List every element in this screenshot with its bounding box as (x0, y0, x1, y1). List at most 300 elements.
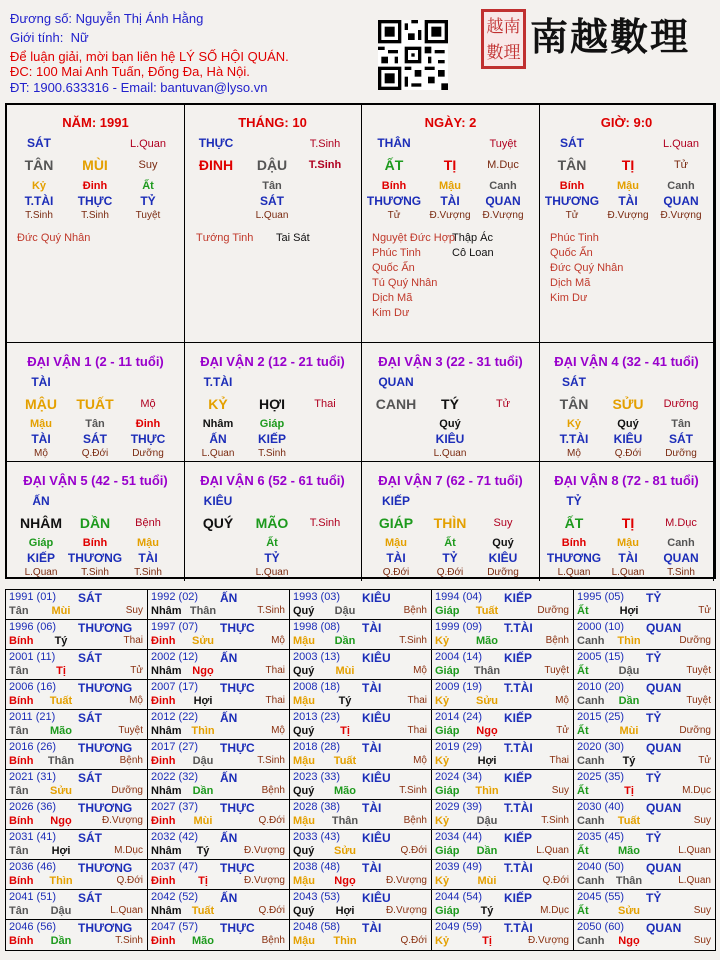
year-cell[interactable] (6, 620, 148, 650)
year-label: 1993 (03) (293, 591, 341, 603)
year-branch: Ngọ (476, 725, 498, 737)
year-phase: Q.Đới (258, 905, 285, 916)
hidden-stem: Mậu (439, 180, 461, 192)
year-cell[interactable] (290, 650, 432, 680)
year-ten-god: KIẾP (504, 651, 533, 665)
year-cell[interactable] (148, 830, 290, 860)
pillar-cell (362, 105, 540, 343)
dai-van-cell (362, 343, 540, 462)
year-cell[interactable] (6, 680, 148, 710)
hidden-stem: Quý (617, 418, 639, 430)
year-ten-god: KIẾP (504, 891, 533, 905)
year-cell[interactable] (432, 770, 574, 800)
stem-phase: Tuyệt (489, 138, 517, 150)
year-stem: Kỷ (435, 815, 450, 827)
hidden-ten-god: KIẾP (26, 551, 55, 565)
year-ten-god: TÀI (362, 741, 382, 755)
star-name: Nguyệt Đức Hợp (372, 232, 456, 244)
year-phase: M.Dục (540, 905, 569, 916)
year-stem: Giáp (435, 845, 460, 857)
earthly-branch: THÌN (433, 515, 467, 531)
dai-van-title: ĐẠI VẬN 7 (62 - 71 tuổi) (378, 473, 523, 488)
dai-van-ten-god: TÀI (31, 375, 51, 389)
year-label: 2003 (13) (293, 651, 341, 663)
year-label: 1997 (07) (151, 621, 199, 633)
year-phase: Dưỡng (537, 605, 569, 616)
year-cell[interactable] (574, 860, 715, 890)
year-cell[interactable] (148, 680, 290, 710)
year-stem: Ất (577, 605, 589, 617)
year-phase: M.Dục (682, 785, 711, 796)
annual-luck-table (5, 589, 716, 951)
year-stem: Ất (577, 845, 589, 857)
year-cell[interactable] (290, 920, 432, 950)
year-cell[interactable] (432, 620, 574, 650)
year-ten-god: THƯƠNG (78, 861, 133, 875)
hidden-phase: Q.Đới (436, 567, 464, 578)
heavenly-stem: ĐINH (198, 157, 234, 173)
year-cell[interactable] (6, 860, 148, 890)
year-branch: Sửu (333, 845, 357, 857)
year-ten-god: THƯƠNG (78, 621, 133, 635)
year-stem: Kỷ (435, 755, 450, 767)
year-ten-god: ẤN (220, 771, 238, 785)
hidden-phase: Q.Đới (382, 567, 410, 578)
year-cell[interactable] (574, 620, 715, 650)
year-ten-god: ẤN (220, 711, 238, 725)
year-cell[interactable] (148, 590, 290, 620)
year-label: 2042 (52) (151, 891, 199, 903)
year-cell[interactable] (290, 890, 432, 920)
hidden-stem: Bính (82, 537, 108, 549)
name-label: Đương số: (10, 11, 73, 26)
year-branch: Mão (192, 935, 214, 947)
hidden-phase: T.Sinh (667, 567, 695, 578)
year-branch: Mùi (335, 665, 355, 677)
year-phase: Suy (693, 815, 711, 826)
year-stem: Đinh (151, 755, 176, 767)
year-cell[interactable] (290, 590, 432, 620)
contact-invite: Để luận giải, mời bạn liên hệ LÝ SỐ HỘI QUÁN. (10, 49, 289, 64)
year-phase: Mộ (413, 755, 427, 766)
hidden-ten-god: TÀI (618, 194, 638, 208)
hidden-phase: Q.Đới (81, 448, 109, 459)
hidden-stem: Tân (262, 180, 282, 192)
year-phase: Bệnh (261, 935, 285, 946)
year-cell[interactable] (290, 740, 432, 770)
star-name: Phúc Tinh (372, 247, 421, 259)
hidden-phase: L.Quan (557, 567, 591, 578)
year-ten-god: T.TÀI (504, 741, 533, 755)
year-label: 2001 (11) (9, 651, 56, 663)
year-cell[interactable] (290, 830, 432, 860)
hidden-phase: Dưỡng (487, 567, 519, 578)
year-phase: Thai (407, 695, 427, 706)
hidden-phase: L.Quan (255, 210, 289, 221)
earthly-branch: TỊ (443, 157, 457, 173)
year-stem: Quý (293, 845, 315, 857)
year-phase: Tuyệt (686, 665, 711, 676)
hidden-phase: Dưỡng (132, 448, 164, 459)
year-phase: Suy (551, 785, 569, 796)
year-cell[interactable] (148, 800, 290, 830)
year-branch: Mùi (51, 605, 71, 617)
dai-van-cell (184, 462, 362, 581)
hidden-ten-god: SÁT (260, 194, 284, 208)
hidden-ten-god: TỶ (140, 194, 156, 208)
hidden-stem: Bính (561, 537, 587, 549)
year-ten-god: SÁT (78, 591, 102, 605)
year-ten-god: T.TÀI (504, 801, 533, 815)
year-cell[interactable] (432, 800, 574, 830)
hidden-ten-god: TÀI (138, 551, 158, 565)
year-cell[interactable] (6, 890, 148, 920)
hidden-ten-god: SÁT (669, 432, 693, 446)
hidden-phase: Mộ (34, 448, 48, 459)
year-ten-god: KIÊU (362, 651, 391, 665)
year-phase: Đ.Vượng (101, 815, 143, 826)
hidden-stem: Giáp (28, 537, 54, 549)
year-stem: Bính (9, 815, 34, 827)
year-phase: L.Quan (678, 875, 711, 886)
dai-van-title: ĐẠI VẬN 2 (12 - 21 tuổi) (200, 354, 345, 369)
year-label: 2037 (47) (151, 861, 199, 873)
year-cell[interactable] (432, 860, 574, 890)
year-cell[interactable] (574, 710, 715, 740)
heavenly-stem: MẬU (25, 396, 57, 412)
four-pillars-chart (5, 103, 716, 579)
hidden-stem: Canh (667, 537, 695, 549)
year-branch: Sửu (191, 635, 215, 647)
heavenly-stem: KỶ (208, 396, 228, 412)
year-cell[interactable] (574, 920, 715, 950)
year-ten-god: TÀI (362, 681, 382, 695)
earthly-branch: TUẤT (76, 396, 114, 412)
year-ten-god: THƯƠNG (78, 921, 133, 935)
year-branch: Hợi (193, 695, 213, 707)
hidden-phase: T.Sinh (81, 210, 109, 221)
year-stem: Quý (293, 725, 315, 737)
year-phase: T.Sinh (115, 935, 143, 946)
hidden-ten-god: T.TÀI (559, 432, 589, 446)
hidden-ten-god: KIÊU (613, 432, 643, 446)
year-ten-god: ẤN (220, 831, 238, 845)
year-branch: Sửu (475, 695, 499, 707)
phone-email-line[interactable]: ĐT: 1900.633316 - Email: bantuvan@lyso.vn (10, 80, 268, 95)
year-cell[interactable] (6, 740, 148, 770)
year-label: 1992 (02) (151, 591, 199, 603)
earthly-branch: TỊ (621, 515, 635, 531)
year-branch: Mão (618, 845, 640, 857)
year-cell[interactable] (6, 770, 148, 800)
address-line: ĐC: 100 Mai Anh Tuấn, Đống Đa, Hà Nội. (10, 64, 250, 79)
year-cell[interactable] (6, 650, 148, 680)
year-phase: Dưỡng (679, 635, 711, 646)
branch-phase: M.Dục (665, 517, 697, 529)
year-label: 2038 (48) (293, 861, 341, 873)
branch-phase: Tử (673, 159, 689, 171)
year-cell[interactable] (148, 920, 290, 950)
ten-god-stem: THỰC (198, 136, 234, 150)
earthly-branch: TỊ (621, 157, 635, 173)
year-phase: Thai (407, 725, 427, 736)
year-phase: Q.Đới (542, 875, 569, 886)
hidden-phase: Mộ (567, 448, 581, 459)
year-cell[interactable] (290, 770, 432, 800)
stem-phase: L.Quan (662, 138, 700, 150)
year-label: 2023 (33) (293, 771, 341, 783)
year-label: 2050 (60) (577, 921, 625, 933)
year-label: 2045 (55) (577, 891, 625, 903)
gender-line (10, 30, 89, 45)
year-branch: Thân (615, 875, 643, 887)
pillar-cell (184, 105, 362, 343)
dai-van-ten-god: QUAN (378, 375, 414, 389)
year-phase: Bệnh (261, 785, 285, 796)
hidden-ten-god: THỰC (77, 194, 113, 208)
year-ten-god: SÁT (78, 831, 102, 845)
year-cell[interactable] (432, 830, 574, 860)
year-stem: Giáp (435, 905, 460, 917)
year-stem: Bính (9, 755, 34, 767)
year-cell[interactable] (574, 650, 715, 680)
year-label: 2009 (19) (435, 681, 483, 693)
hidden-phase: Đ.Vượng (660, 210, 702, 221)
year-cell[interactable] (6, 920, 148, 950)
year-label: 2011 (21) (9, 711, 56, 723)
hidden-phase: Tử (565, 210, 579, 221)
year-phase: T.Sinh (257, 605, 285, 616)
dai-van-cell (540, 343, 714, 462)
year-cell[interactable] (432, 680, 574, 710)
year-cell[interactable] (6, 590, 148, 620)
hidden-ten-god: THỰC (130, 432, 166, 446)
year-stem: Bính (9, 935, 34, 947)
year-phase: Q.Đới (400, 935, 427, 946)
hidden-stem: Giáp (259, 418, 285, 430)
year-branch: Mùi (619, 725, 639, 737)
year-label: 2013 (23) (293, 711, 341, 723)
year-cell[interactable] (574, 890, 715, 920)
year-cell[interactable] (432, 920, 574, 950)
brand-seal: 越南數理 (481, 9, 526, 69)
year-phase: M.Dục (114, 845, 143, 856)
year-cell[interactable] (574, 590, 715, 620)
year-label: 2017 (27) (151, 741, 199, 753)
year-phase: Đ.Vượng (243, 875, 285, 886)
heavenly-stem: ẤT (564, 515, 584, 531)
year-phase: Đ.Vượng (527, 935, 569, 946)
year-label: 2043 (53) (293, 891, 341, 903)
year-cell[interactable] (6, 800, 148, 830)
year-cell[interactable] (432, 710, 574, 740)
year-cell[interactable] (432, 890, 574, 920)
year-stem: Mậu (293, 875, 315, 887)
year-ten-god: SÁT (78, 891, 102, 905)
year-branch: Thân (47, 755, 75, 767)
hidden-phase: T.Sinh (81, 567, 109, 578)
year-stem: Giáp (435, 785, 460, 797)
year-branch: Thìn (475, 785, 499, 797)
stem-phase: T.Sinh (309, 138, 341, 150)
earthly-branch: DẬU (256, 157, 288, 173)
year-branch: Dậu (618, 665, 640, 677)
year-cell[interactable] (432, 740, 574, 770)
year-label: 2020 (30) (577, 741, 625, 753)
year-branch: Tý (54, 635, 68, 647)
year-branch: Sửu (617, 905, 641, 917)
year-stem: Giáp (435, 725, 460, 737)
year-phase: Q.Đới (400, 845, 427, 856)
heavenly-stem: TÂN (24, 157, 54, 173)
year-label: 2024 (34) (435, 771, 483, 783)
year-ten-god: KIÊU (362, 891, 391, 905)
year-phase: Đ.Vượng (385, 875, 427, 886)
year-phase: Thai (549, 755, 569, 766)
qr-code-icon[interactable] (378, 20, 448, 90)
heavenly-stem: CANH (375, 396, 417, 412)
dai-van-cell (7, 462, 185, 581)
year-cell[interactable] (148, 650, 290, 680)
year-ten-god: TÀI (362, 801, 382, 815)
year-ten-god: QUAN (646, 861, 682, 875)
year-phase: Đ.Vượng (243, 845, 285, 856)
year-ten-god: TỶ (646, 711, 662, 725)
year-cell[interactable] (290, 680, 432, 710)
hidden-ten-god: SÁT (83, 432, 107, 446)
dai-van-title: ĐẠI VẬN 4 (32 - 41 tuổi) (554, 354, 699, 369)
year-cell[interactable] (290, 860, 432, 890)
year-phase: Q.Đới (116, 875, 143, 886)
hidden-stem: Bính (381, 180, 407, 192)
year-ten-god: TỶ (646, 831, 662, 845)
year-cell[interactable] (574, 680, 715, 710)
year-branch: Tuất (475, 605, 499, 617)
year-cell[interactable] (290, 800, 432, 830)
hidden-stem: Kỷ (566, 418, 582, 430)
year-stem: Tân (9, 845, 29, 857)
year-cell[interactable] (574, 830, 715, 860)
year-ten-god: THƯƠNG (78, 741, 133, 755)
year-cell[interactable] (574, 740, 715, 770)
year-cell[interactable] (6, 710, 148, 740)
year-label: 2018 (28) (293, 741, 341, 753)
year-ten-god: T.TÀI (504, 621, 533, 635)
year-phase: Thai (123, 635, 143, 646)
year-ten-god: THỰC (220, 681, 255, 695)
year-branch: Ngọ (334, 875, 356, 887)
year-branch: Hợi (619, 605, 639, 617)
year-cell[interactable] (290, 620, 432, 650)
year-stem: Canh (577, 695, 605, 707)
hidden-phase: L.Quan (433, 448, 467, 459)
year-cell[interactable] (148, 770, 290, 800)
year-branch: Ngọ (192, 665, 214, 677)
hidden-ten-god: KIÊU (488, 551, 518, 565)
year-label: 2031 (41) (9, 831, 57, 843)
dai-van-title: ĐẠI VẬN 3 (22 - 31 tuổi) (378, 354, 523, 369)
year-cell[interactable] (432, 650, 574, 680)
year-stem: Giáp (435, 605, 460, 617)
year-ten-god: TÀI (362, 861, 382, 875)
hidden-ten-god: TÀI (618, 551, 638, 565)
dai-van-ten-god: SÁT (562, 375, 586, 389)
dai-van-ten-god: KIÊU (203, 494, 233, 508)
year-stem: Nhâm (151, 665, 182, 677)
hidden-ten-god: THƯƠNG (546, 551, 602, 565)
year-phase: Thai (265, 695, 285, 706)
year-stem: Ất (577, 725, 589, 737)
year-cell[interactable] (6, 830, 148, 860)
year-stem: Nhâm (151, 785, 182, 797)
dai-van-ten-god: ẤN (32, 494, 50, 508)
hidden-ten-god: T.TÀI (24, 194, 54, 208)
branch-phase: M.Dục (487, 159, 519, 171)
year-ten-god: THỰC (220, 621, 255, 635)
year-label: 1996 (06) (9, 621, 57, 633)
year-stem: Tân (9, 665, 29, 677)
year-branch: Mão (476, 635, 498, 647)
year-cell[interactable] (148, 740, 290, 770)
year-cell[interactable] (574, 800, 715, 830)
year-cell[interactable] (432, 590, 574, 620)
year-stem: Canh (577, 635, 605, 647)
year-label: 2033 (43) (293, 831, 341, 843)
star-name: Dịch Mã (550, 277, 591, 289)
stem-phase: L.Quan (129, 138, 167, 150)
year-branch: Dậu (334, 605, 356, 617)
year-cell[interactable] (148, 710, 290, 740)
year-cell[interactable] (290, 710, 432, 740)
hidden-stem: Canh (667, 180, 695, 192)
year-cell[interactable] (148, 890, 290, 920)
year-cell[interactable] (148, 620, 290, 650)
year-phase: L.Quan (678, 845, 711, 856)
year-branch: Hợi (51, 845, 71, 857)
header (0, 0, 720, 100)
year-cell[interactable] (148, 860, 290, 890)
year-cell[interactable] (574, 770, 715, 800)
year-branch: Thân (473, 665, 501, 677)
year-stem: Kỷ (435, 935, 450, 947)
year-phase: L.Quan (110, 905, 143, 916)
gender-label: Giới tính: (10, 30, 64, 45)
year-branch: Hợi (335, 905, 355, 917)
year-ten-god: SÁT (78, 711, 102, 725)
year-phase: Q.Đới (258, 815, 285, 826)
year-label: 2014 (24) (435, 711, 483, 723)
dai-van-cell (540, 462, 714, 581)
star-name: Tú Quý Nhân (372, 277, 438, 289)
year-label: 2015 (25) (577, 711, 625, 723)
year-branch: Tuất (333, 755, 357, 767)
year-ten-god: KIÊU (362, 831, 391, 845)
year-label: 1998 (08) (293, 621, 341, 633)
heavenly-stem: GIÁP (378, 515, 414, 531)
star-name: Cô Loan (452, 247, 494, 259)
year-branch: Thìn (191, 725, 215, 737)
earthly-branch: DẦN (79, 515, 111, 531)
year-branch: Dậu (192, 755, 214, 767)
year-stem: Nhâm (151, 845, 182, 857)
year-ten-god: TÀI (362, 621, 382, 635)
branch-phase: Thai (314, 398, 336, 410)
year-branch: Mão (50, 725, 72, 737)
year-ten-god: THỰC (220, 801, 255, 815)
branch-phase: Bệnh (135, 517, 161, 529)
year-branch: Thân (189, 605, 217, 617)
year-phase: Suy (693, 935, 711, 946)
